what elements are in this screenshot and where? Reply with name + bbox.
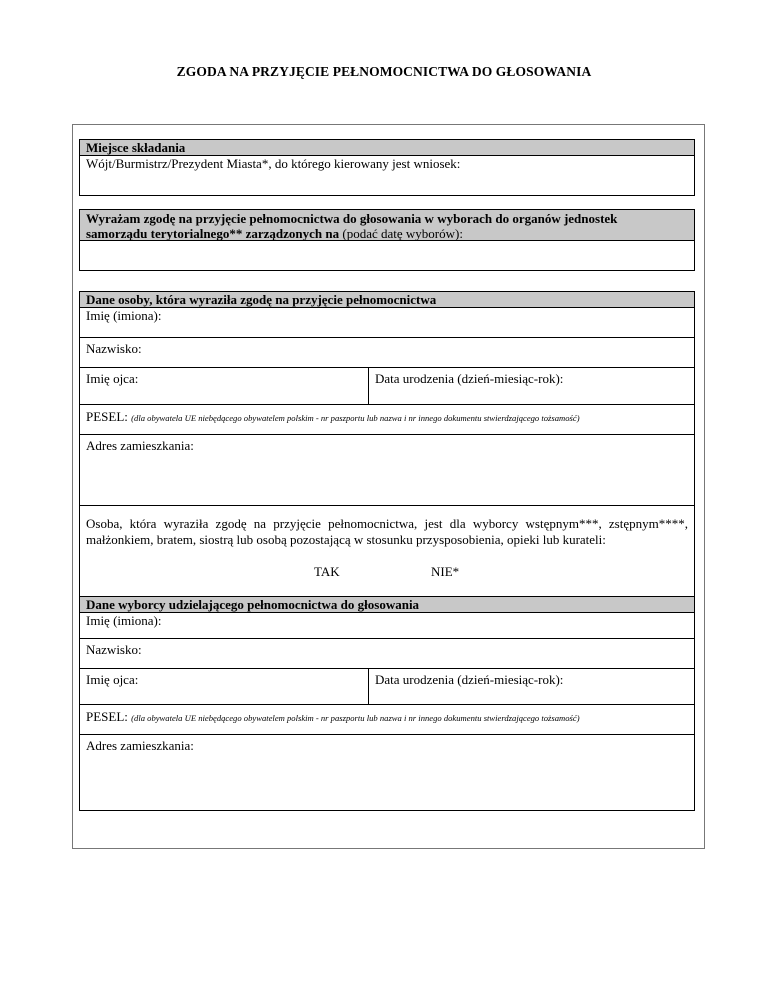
- office-field[interactable]: [80, 156, 694, 195]
- section-header: [80, 210, 694, 241]
- surname-field[interactable]: [80, 338, 694, 368]
- pesel-label-wrap: [80, 709, 586, 726]
- pesel-label: PESEL:: [86, 709, 128, 724]
- address-field[interactable]: [80, 435, 694, 506]
- address-field[interactable]: [80, 735, 694, 810]
- office-label: Wójt/Burmistrz/Prezydent Miasta*, do którego kierowany jest wniosek:: [86, 156, 461, 171]
- pesel-note: (dla obywatela UE niebędącego obywatelem polskim - nr paszportu lub nazwa i nr innego dokumentu stwierdzającego tożsamość): [131, 413, 580, 423]
- pesel-field[interactable]: [80, 405, 694, 435]
- birth-date-field[interactable]: [369, 669, 694, 704]
- first-names-label: Imię (imiona):: [86, 613, 162, 628]
- section-voter-data: [79, 596, 695, 811]
- birth-date-label: Data urodzenia (dzień-miesiąc-rok):: [375, 371, 564, 386]
- section-header: Miejsce składania: [80, 140, 694, 156]
- pesel-field[interactable]: [80, 705, 694, 735]
- header-line-2-note: (podać datę wyborów):: [339, 226, 463, 241]
- election-date-field[interactable]: [80, 241, 694, 269]
- relation-text: Osoba, która wyraziła zgodę na przyjęcie pełnomocnictwa, jest dla wyborcy wstępnym***, zstępnym****, małżonkiem, bratem, siostrą lub osobą pozostającą w stosunku przysposobienia, opieki lub kurateli:: [86, 516, 688, 547]
- surname-label: Nazwisko:: [86, 341, 142, 356]
- address-label: Adres zamieszkania:: [86, 738, 194, 753]
- father-name-label: Imię ojca:: [86, 371, 139, 386]
- section-header: Dane wyborcy udzielającego pełnomocnictwa do głosowania: [80, 597, 694, 613]
- no-option[interactable]: NIE*: [431, 564, 460, 579]
- yes-option[interactable]: TAK: [314, 564, 340, 579]
- section-proxy-data: [79, 291, 695, 611]
- section-header: Dane osoby, która wyraziła zgodę na przyjęcie pełnomocnictwa: [80, 292, 694, 308]
- father-name-field[interactable]: [80, 368, 369, 404]
- pesel-label-wrap: [80, 409, 586, 426]
- page-title: ZGODA NA PRZYJĘCIE PEŁNOMOCNICTWA DO GŁOSOWANIA: [176, 64, 592, 79]
- first-names-field[interactable]: [80, 613, 694, 639]
- pesel-label: PESEL:: [86, 409, 128, 424]
- relation-block: [80, 506, 694, 594]
- section-consent: [79, 209, 695, 271]
- father-name-field[interactable]: [80, 669, 369, 704]
- father-birth-row: [80, 669, 694, 705]
- address-label: Adres zamieszkania:: [86, 438, 194, 453]
- surname-label: Nazwisko:: [86, 642, 142, 657]
- header-line-1: Wyrażam zgodę na przyjęcie pełnomocnictwa do głosowania w wyborach do organów jednostek: [86, 211, 618, 226]
- header-line-2: samorządu terytorialnego** zarządzonych na: [86, 226, 340, 241]
- surname-field[interactable]: [80, 639, 694, 669]
- first-names-field[interactable]: [80, 308, 694, 338]
- pesel-note: (dla obywatela UE niebędącego obywatelem polskim - nr paszportu lub nazwa i nr innego dokumentu stwierdzającego tożsamość): [131, 713, 580, 723]
- father-birth-row: [80, 368, 694, 405]
- first-names-label: Imię (imiona):: [86, 308, 162, 323]
- birth-date-field[interactable]: [369, 368, 694, 404]
- father-name-label: Imię ojca:: [86, 672, 139, 687]
- birth-date-label: Data urodzenia (dzień-miesiąc-rok):: [375, 672, 564, 687]
- section-submission-place: [79, 139, 695, 196]
